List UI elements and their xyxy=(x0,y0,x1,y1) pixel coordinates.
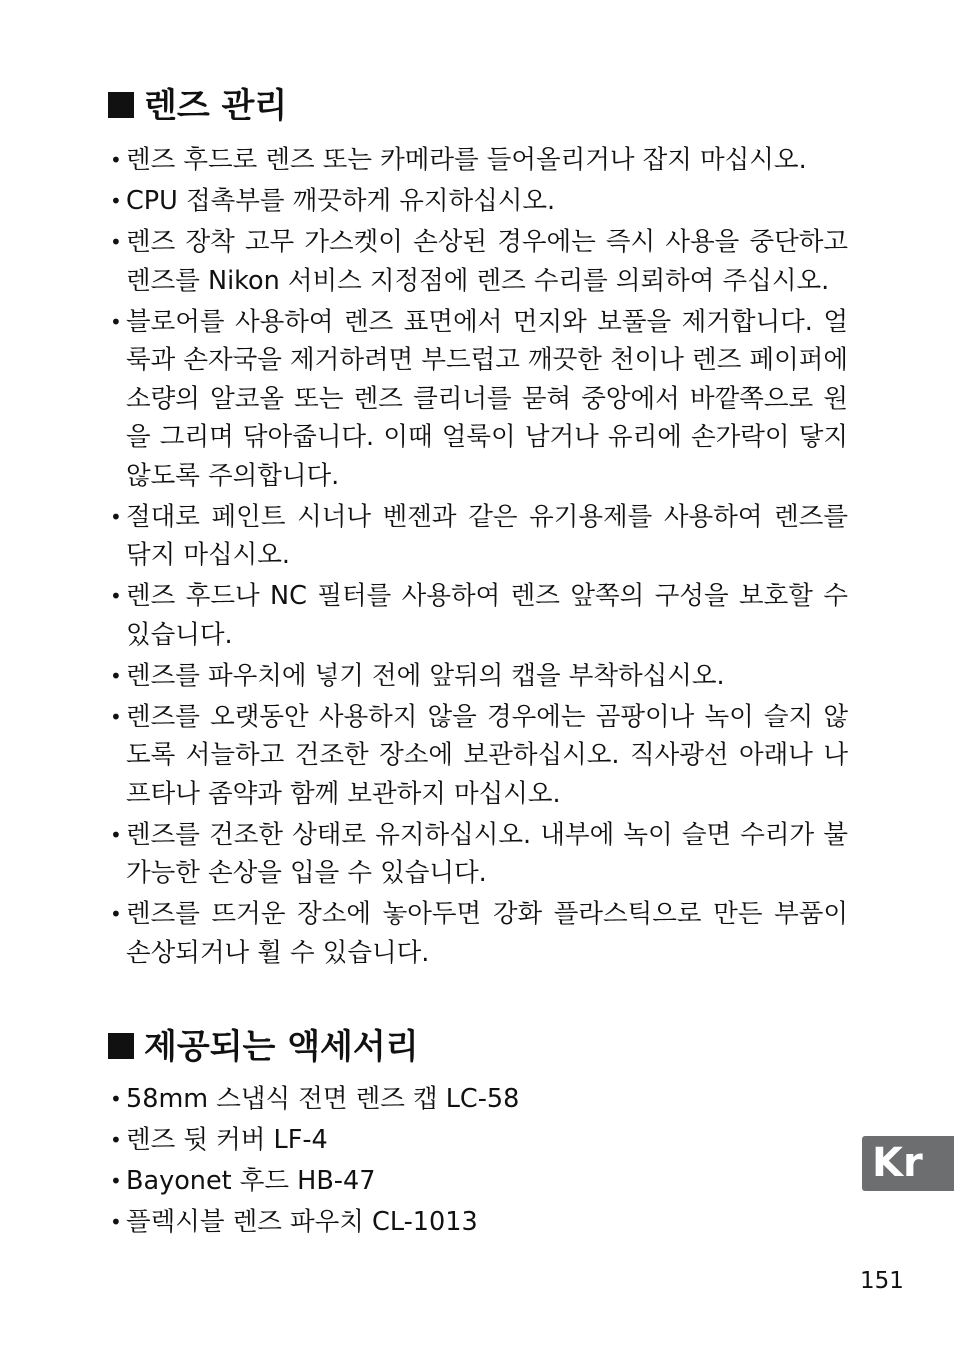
list-item xyxy=(108,577,848,654)
bullet-icon: • xyxy=(110,1210,122,1234)
list-item-text: 58mm 스냅식 전면 렌즈 캡 LC-58 xyxy=(126,1084,520,1114)
bullet-icon: • xyxy=(110,230,122,254)
bullet-icon: • xyxy=(110,584,122,608)
bullet-icon: • xyxy=(110,704,122,729)
list-item-text: 렌즈를 파우치에 넣기 전에 앞뒤의 캡을 부착하십시오. xyxy=(126,660,725,691)
list-item xyxy=(108,657,848,696)
bullet-icon: • xyxy=(110,663,122,688)
list-item-text: CPU 접촉부를 깨끗하게 유지하십시오. xyxy=(126,186,556,216)
bullet-icon: • xyxy=(110,148,122,172)
list-item xyxy=(108,1121,848,1159)
list-item-text: 렌즈 장착 고무 가스켓이 손상된 경우에는 즉시 사용을 중단하고 렌즈를 Nikon 서비스 지정점에 렌즈 수리를 의뢰하여 주십시오. xyxy=(126,227,848,296)
list-item xyxy=(108,816,848,893)
bullet-icon: • xyxy=(110,504,122,529)
bullet-icon: • xyxy=(110,822,122,847)
list-item-text: 렌즈를 뜨거운 장소에 놓아두면 강화 플라스틱으로 만든 부품이 손상되거나 휠 수 있습니다. xyxy=(126,899,848,968)
list-item-text: 플렉시블 렌즈 파우치 CL-1013 xyxy=(126,1207,478,1237)
list-item xyxy=(108,895,848,972)
heading-text: 제공되는 액세서리 xyxy=(144,1027,419,1067)
list-item-text: 절대로 페인트 시너나 벤젠과 같은 유기용제를 사용하여 렌즈를 닦지 마십시오. xyxy=(126,501,848,570)
lens-care-list xyxy=(108,141,848,975)
list-item xyxy=(108,303,848,496)
section-heading-lens-care xyxy=(108,86,287,126)
list-item-text: Bayonet 후드 HB-47 xyxy=(126,1166,376,1196)
section-heading-accessories xyxy=(108,1027,419,1067)
list-item-text: 렌즈를 건조한 상태로 유지하십시오. 내부에 녹이 슬면 수리가 불가능한 손상을 입을 수 있습니다. xyxy=(126,819,848,888)
heading-square-icon xyxy=(108,1033,134,1059)
list-item xyxy=(108,1080,848,1118)
list-item-text: 렌즈 후드나 NC 필터를 사용하여 렌즈 앞쪽의 구성을 보호할 수 있습니다. xyxy=(126,581,848,650)
list-item xyxy=(108,1162,848,1200)
heading-text: 렌즈 관리 xyxy=(144,86,288,126)
bullet-icon: • xyxy=(110,1169,122,1193)
list-item xyxy=(108,698,848,814)
list-item xyxy=(108,141,848,180)
list-item-text: 렌즈를 오랫동안 사용하지 않을 경우에는 곰팡이나 녹이 슬지 않도록 서늘하고 건조한 장소에 보관하십시오. 직사광선 아래나 나프타나 좀약과 함께 보관하지 마십시오. xyxy=(126,701,848,809)
list-item-text: 렌즈 뒷 커버 LF-4 xyxy=(126,1125,328,1155)
list-item-text: 블로어를 사용하여 렌즈 표면에서 먼지와 보풀을 제거합니다. 얼룩과 손자국을 제거하려면 부드럽고 깨끗한 천이나 렌즈 페이퍼에 소량의 알코올 또는 렌즈 클리너를 묻혀 중앙에서 바깥쪽으로 원을 그리며 닦아줍니다. 이때 얼룩이 남거나 유리에 손가락이 닿지 않도록 주의합니다. xyxy=(126,306,848,491)
bullet-icon: • xyxy=(110,1128,122,1152)
bullet-icon: • xyxy=(110,309,122,334)
accessories-list xyxy=(108,1080,848,1244)
heading-square-icon xyxy=(108,92,134,118)
list-item-text: 렌즈 후드로 렌즈 또는 카메라를 들어올리거나 잡지 마십시오. xyxy=(126,145,807,175)
list-item xyxy=(108,498,848,575)
bullet-icon: • xyxy=(110,902,122,926)
bullet-icon: • xyxy=(110,189,122,213)
language-tab: Kr xyxy=(862,1136,954,1191)
list-item xyxy=(108,182,848,221)
list-item xyxy=(108,223,848,300)
page-number: 151 xyxy=(860,1268,904,1294)
list-item xyxy=(108,1203,848,1241)
bullet-icon: • xyxy=(110,1087,122,1111)
